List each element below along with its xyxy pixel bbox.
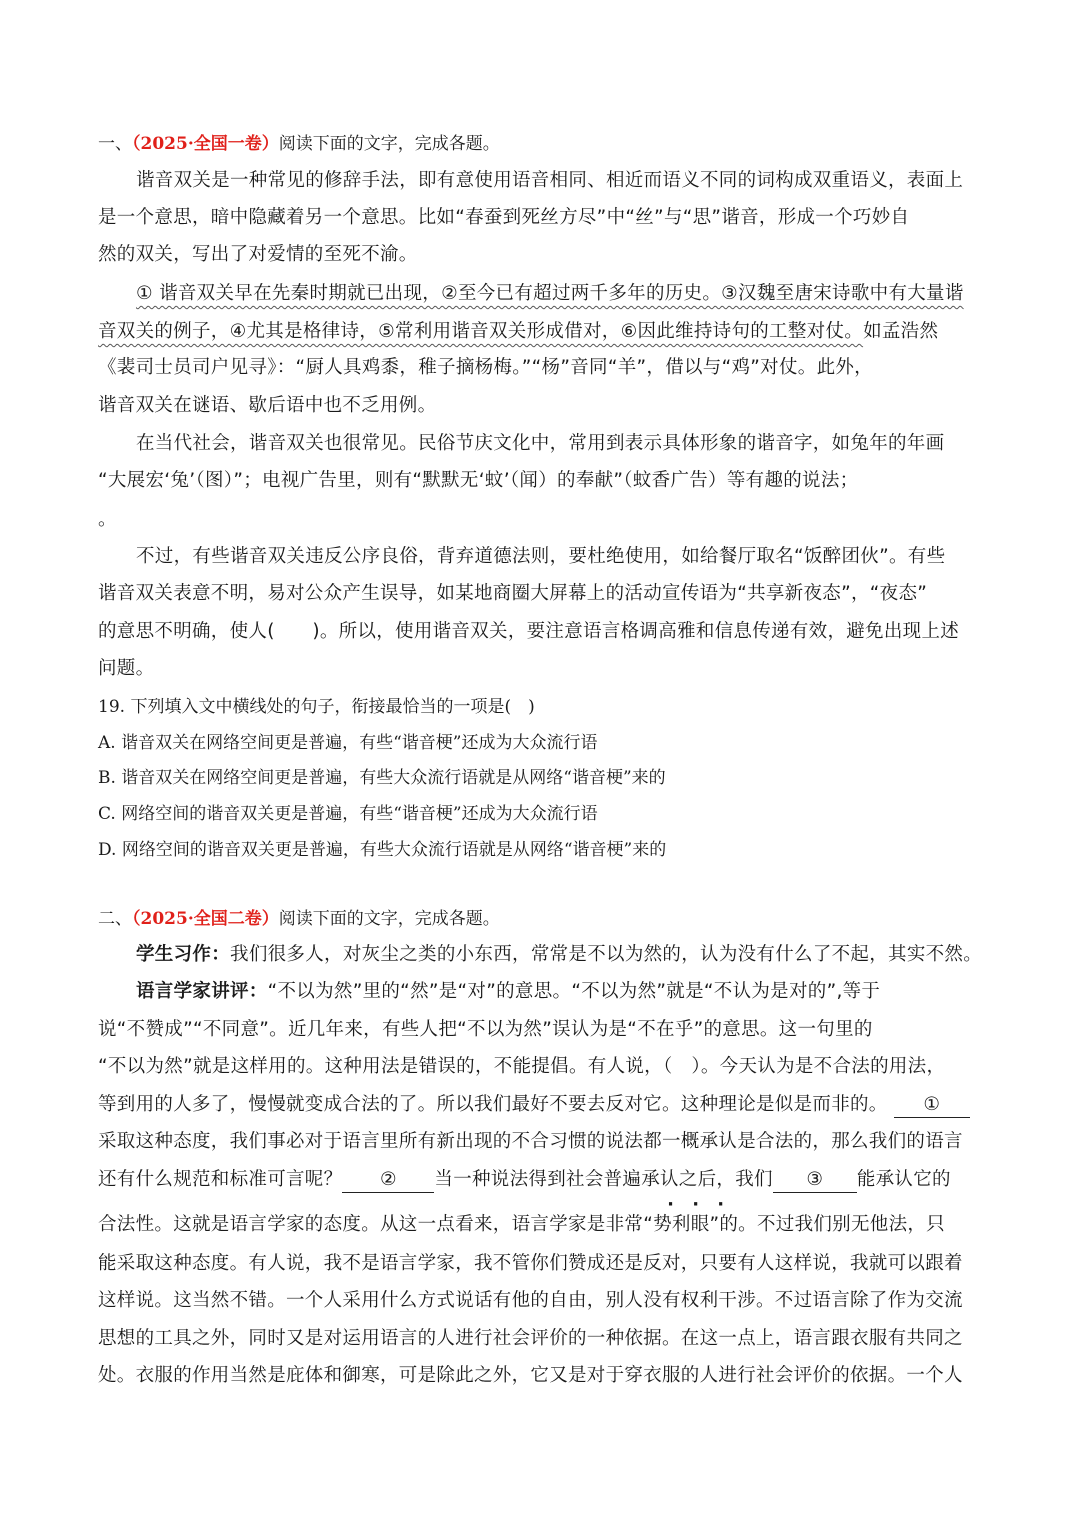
wavy-underlined-sentence: ① 谐音双关早在先秦时期就已出现，②至今已有超过两千多年的历史。③汉魏至唐宋诗歌中有大量谐 [136,283,964,304]
question-19: 19. 下列填入文中横线处的句子，衔接最恰当的一项是( ) [98,697,535,717]
s2-line7-b: 当一种说法得到社会普遍承认之后，我们 [434,1169,773,1190]
para2-line1 [136,280,982,308]
section2-source: （2025·全国二卷） [132,909,279,929]
para1-line1: 谐音双关是一种常见的修辞手法，即有意使用语音相同、相近而语义不同的词构成双重语义，表面上 [136,170,964,191]
option-a: A. 谐音双关在网络空间更是普遍，有些“谐音梗”还成为大众流行语 [98,733,598,753]
s2-line6: 采取这种态度，我们事必对于语言里所有新出现的不合习惯的说法都一概承认是合法的，那么我们的语言 [98,1131,963,1152]
para1-line3: 然的双关，写出了对爱情的至死不渝。 [98,244,418,265]
student-text: 我们很多人，对灰尘之类的小东西，常常是不以为然的，认为没有什么了不起，其实不然。 [230,944,983,965]
para3-line2: “大展宏‘兔’（图）”；电视广告里，则有“默默无‘蚊’（闻）的奉献”（蚊香广告）等有趣的说法； [98,470,859,491]
option-c: C. 网络空间的谐音双关更是普遍，有些“谐音梗”还成为大众流行语 [98,804,598,824]
blank-1: ① [894,1093,970,1118]
para4-line2: 谐音双关表意不明，易对公众产生误导，如某地商圈大屏幕上的活动宣传语为“共享新夜态”，“夜态” [98,583,928,604]
s2-line5-text: 等到用的人多了，慢慢就变成合法的了。所以我们最好不要去反对它。这种理论是似是而非的。 [98,1094,888,1115]
s2-line9: 能采取这种态度。有人说，我不是语言学家，我不管你们赞成还是反对，只要有人这样说，我就可以跟着 [98,1253,963,1274]
section2-heading [98,905,982,933]
s2-line8-a: 合法性。这就是语言学家的态度。从这一点看来，语言学家是非常“ [98,1214,654,1235]
para3-line3-blank: 。 [98,509,117,530]
section1-source: （2025·全国一卷） [132,134,279,154]
para1-line2: 是一个意思，暗中隐藏着另一个意思。比如“春蚕到死丝方尽”中“丝”与“思”谐音，形成一个巧妙自 [98,207,910,228]
para2-line3: 《裴司士员司户见寻》：“厨人具鸡黍，稚子摘杨梅。”“杨”音同“羊”，借以与“鸡”对仗。此外， [98,357,873,378]
s2-line5 [98,1091,982,1119]
linguist-text: “不以为然”里的“然”是“对”的意思。“不以为然”就是“不认为是对的”,等于 [267,981,881,1002]
s2-line11: 思想的工具之外，同时又是对运用语言的人进行社会评价的一种依据。在这一点上，语言跟衣服有共同之 [98,1328,963,1349]
student-essay [136,941,982,969]
s2-line8 [98,1211,982,1239]
s2-line10: 这样说。这当然不错。一个人采用什么方式说话有他的自由，别人没有权利干涉。不过语言除了作为交流 [98,1290,963,1311]
s2-line7-c: 能承认它的 [856,1169,951,1190]
option-b: B. 谐音双关在网络空间更是普遍，有些大众流行语就是从网络“谐音梗”来的 [98,768,666,788]
blank-3: ③ [773,1168,857,1193]
s2-line12: 处。衣服的作用当然是庇体和御寒，可是除此之外，它又是对于穿衣服的人进行社会评价的依据。一个人 [98,1365,963,1386]
s2-line8-b: ”的。不过我们别无他法，只 [709,1214,945,1235]
para2-line2-rest: 如孟浩然 [863,321,939,342]
section1-heading [98,130,982,158]
section1-instruction: 阅读下面的文字，完成各题。 [278,134,500,154]
s2-line7 [98,1166,982,1194]
s2-line3: 说“不赞成”“不同意”。近几年来，有些人把“不以为然”误认为是“不在乎”的意思。这一句里的 [98,1019,873,1040]
student-label: 学生习作： [136,944,231,965]
option-d: D. 网络空间的谐音双关更是普遍，有些大众流行语就是从网络“谐音梗”来的 [98,840,667,860]
para4-line1: 不过，有些谐音双关违反公序良俗，背弃道德法则，要杜绝使用，如给餐厅取名“饭醉团伙”。有些 [136,546,946,567]
s2-line4: “不以为然”就是这样用的。这种用法是错误的，不能提倡。有人说，（ ）。今天认为是不合法的用法， [98,1056,946,1077]
para4-line3: 的意思不明确，使人( )。所以，使用谐音双关，要注意语言格调高雅和信息传递有效，避免出现上述 [98,621,960,642]
section2-prefix: 二、 [98,909,132,929]
para2-line2 [98,318,982,346]
linguist-label: 语言学家讲评： [136,981,268,1002]
para3-line1: 在当代社会，谐音双关也很常见。民俗节庆文化中，常用到表示具体形象的谐音字，如兔年的年画 [136,433,945,454]
s2-line7-a: 还有什么规范和标准可言呢？ [98,1169,343,1190]
para2-line4: 谐音双关在谜语、歇后语中也不乏用例。 [98,395,437,416]
section1-prefix: 一、 [98,134,132,154]
blank-2: ② [342,1168,434,1193]
para4-line4: 问题。 [98,658,155,679]
emphasis-dotted-word: · · · 势利眼 [653,1211,709,1239]
linguist-comment [136,978,982,1006]
wavy-underlined-sentence-cont: 音双关的例子，④尤其是格律诗，⑤常利用谐音双关形成借对，⑥因此维持诗句的工整对仗。 [98,321,864,342]
section2-instruction: 阅读下面的文字，完成各题。 [278,909,500,929]
